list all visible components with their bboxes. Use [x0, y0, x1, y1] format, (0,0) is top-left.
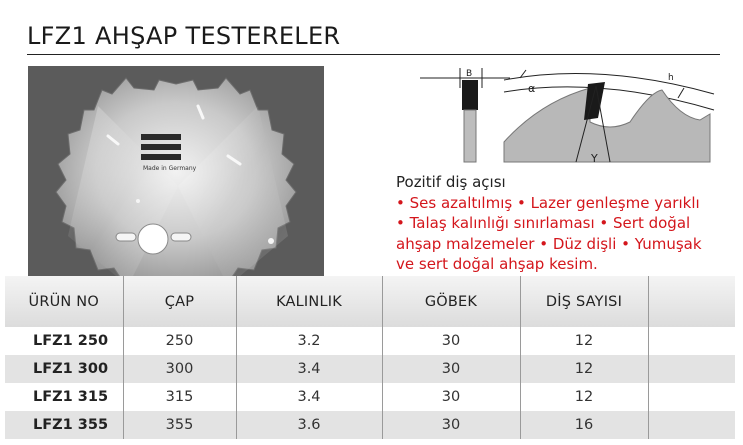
cell-thickness: 3.2 [236, 327, 382, 355]
table-row [5, 327, 735, 355]
header-bore: GÖBEK [382, 276, 520, 327]
cell-teeth-count: 12 [520, 327, 648, 355]
description-line: ve sert doğal ahşap kesim. [396, 255, 598, 273]
cell-thickness: 3.4 [236, 355, 382, 383]
brand-subtext: Made in Germany [143, 165, 197, 172]
table-header-row [5, 276, 735, 327]
table-row [5, 411, 735, 439]
cell-empty [648, 411, 735, 439]
spec-table [5, 276, 735, 439]
cell-teeth-count: 12 [520, 383, 648, 411]
cell-teeth-count: 16 [520, 411, 648, 439]
header-thickness: KALINLIK [236, 276, 382, 327]
cell-bore: 30 [382, 411, 520, 439]
product-description [396, 172, 726, 275]
cell-diameter: 315 [123, 383, 236, 411]
cell-thickness: 3.4 [236, 383, 382, 411]
cell-bore: 30 [382, 355, 520, 383]
cell-product-no: LFZ1 355 [5, 411, 123, 439]
cell-bore: 30 [382, 327, 520, 355]
cell-diameter: 355 [123, 411, 236, 439]
header-diameter: ÇAP [123, 276, 236, 327]
label-h: h [668, 73, 674, 83]
cell-thickness: 3.6 [236, 411, 382, 439]
cell-product-no: LFZ1 315 [5, 383, 123, 411]
table-row [5, 383, 735, 411]
header-product-no: ÜRÜN NO [5, 276, 123, 327]
cell-diameter: 250 [123, 327, 236, 355]
description-line: ahşap malzemeler • Düz dişli • Yumuşak [396, 234, 702, 253]
cell-bore: 30 [382, 383, 520, 411]
header-empty [648, 276, 735, 327]
brand-logo [141, 134, 181, 160]
label-alpha: α [528, 82, 536, 95]
cell-product-no: LFZ1 300 [5, 355, 123, 383]
description-heading: Pozitif diş açısı [396, 173, 506, 191]
tooth-geometry-diagram [400, 62, 722, 172]
cell-product-no: LFZ1 250 [5, 327, 123, 355]
label-b: B [466, 69, 473, 79]
cell-empty [648, 383, 735, 411]
table-row [5, 355, 735, 383]
description-line: • Talaş kalınlığı sınırlaması • Sert doğal [396, 214, 691, 232]
arbor-hole [138, 224, 168, 254]
cell-diameter: 300 [123, 355, 236, 383]
cell-teeth-count: 12 [520, 355, 648, 383]
title-divider [27, 54, 720, 55]
header-teeth-count: DİŞ SAYISI [520, 276, 648, 327]
cell-empty [648, 355, 735, 383]
page-title: LFZ1 AHŞAP TESTERELER [27, 22, 341, 50]
description-line: • Ses azaltılmış • Lazer genleşme yarıklı [396, 193, 700, 212]
cell-empty [648, 327, 735, 355]
tooth-profile [504, 88, 710, 162]
saw-blade-image [28, 66, 324, 286]
label-gamma: Y [591, 152, 598, 165]
